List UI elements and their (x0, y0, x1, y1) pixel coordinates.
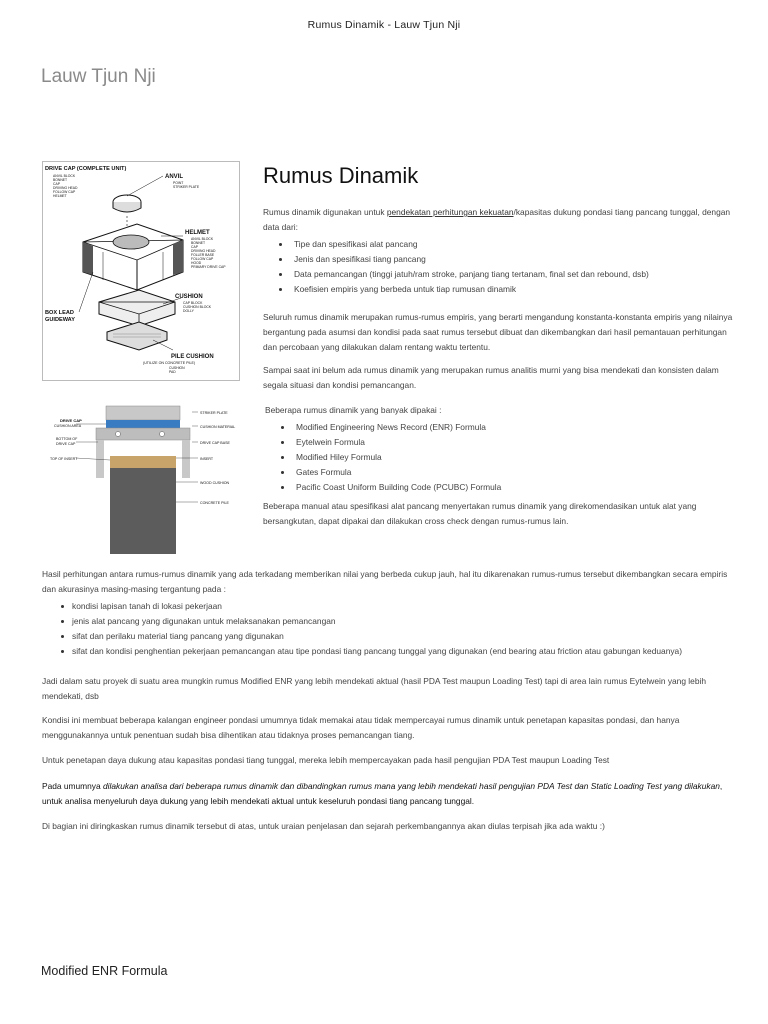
list-item: Eytelwein Formula (265, 435, 735, 450)
fig1-helmet-part: BONNET (191, 241, 206, 245)
article-title: Rumus Dinamik (263, 163, 419, 188)
accuracy-section (42, 567, 732, 659)
fig1-drive-cap-label: DRIVE CAP (COMPLETE UNIT) (45, 166, 127, 172)
list-item: Pacific Coast Uniform Building Code (PCUBC) Formula (265, 480, 735, 495)
fig1-helmet-part: ANVIL BLOCK (191, 237, 214, 241)
accuracy-list (42, 599, 732, 659)
fig1-helmet-part: FOLLOW CAP (191, 257, 214, 261)
list-item: Data pemancangan (tinggi jatuh/ram stroke, panjang tiang tertanam, final set dan rebound, dsb) (263, 267, 733, 282)
list-item: sifat dan kondisi penghentian pekerjaan pemancangan atau tipe pondasi tiang pancang tunggal yang digunakan (end bearing atau friction atau gabungan keduanya) (42, 644, 732, 659)
analysis-emphasis: dilakukan analisa dari beberapa rumus dinamik dan dibandingkan rumus mana yang lebih mendekati hasil pengujian PDA Test dan Static Loading Test yang dilakukan (103, 781, 720, 791)
fig1-helmet-part: CAP (191, 245, 198, 249)
intro-text: Rumus dinamik digunakan untuk (263, 207, 387, 217)
analysis-text: Pada umumnya (42, 781, 103, 791)
drive-cap-assembly-figure (42, 161, 240, 381)
fig2-bottom-of-label: BOTTOM OF (56, 437, 78, 441)
fig1-box-lead-label: BOX LEAD (45, 310, 74, 316)
list-item: Tipe dan spesifikasi alat pancang (263, 237, 733, 252)
fig1-helmet-part: DRIVING HEAD (191, 249, 216, 253)
paragraph-empirical: Seluruh rumus dinamik merupakan rumus-rumus empiris, yang berarti mengandung konstanta-konstanta empiris yang nilainya bergantung pada asumsi dan kondisi pada saat rumus tersebut dibuat dan dikembangkan dari hasil pemantauan perhitungan dan percobaan yang dilakukan dalam rentang waktu tertentu. (263, 312, 733, 352)
list-item: sifat dan perilaku material tiang pancang yang digunakan (42, 629, 732, 644)
paragraph-engineers: Kondisi ini membuat beberapa kalangan engineer pondasi umumnya tidak memakai atau tidak mempercayai rumus dinamik untuk penetapan kapasitas pondasi, dan hanya menggunakannya untuk penentuan sudah bisa dihentikan atau tidaknya proses pemancangan tiang. (42, 715, 680, 740)
fig2-drive-cap2-label: DRIVE CAP (56, 442, 76, 446)
accuracy-lead: Hasil perhitungan antara rumus-rumus dinamik yang ada terkadang memberikan nilai yang berbeda cukup jauh, hal itu dikarenakan rumus-rumus tersebut dikembangkan secara empiris dan akurasinya masing-masing tergantung pada : (42, 569, 728, 594)
intro-paragraph (263, 205, 733, 235)
fig1-cushion-part: CUSHION BLOCK (183, 305, 212, 309)
list-item: Modified Engineering News Record (ENR) Formula (265, 420, 735, 435)
fig1-anvil-part: POINT (173, 181, 184, 185)
fig1-drive-cap-part: ANVIL BLOCK (53, 174, 76, 178)
fig1-helmet-part: HOOD (191, 261, 202, 265)
paragraph-no-analytic: Sampai saat ini belum ada rumus dinamik yang merupakan rumus analitis murni yang bisa mendekati dan konsisten dalam segala situasi dan kondisi pemancangan. (263, 365, 719, 390)
section-heading: Modified ENR Formula (41, 964, 168, 978)
fig1-cushion-label: CUSHION (175, 294, 203, 300)
fig1-pile-cushion-note: (UTILIZE ON CONCRETE PILE) (143, 361, 196, 365)
fig1-cushion-part: CAP BLOCK (183, 301, 203, 305)
fig2-cushion-area-label: CUSHION AREA (54, 424, 82, 428)
window-title: Rumus Dinamik - Lauw Tjun Nji (307, 19, 461, 31)
fig1-drive-cap-part: HELMET (53, 194, 67, 198)
paragraph-capacity: Untuk penetapan daya dukung atau kapasitas pondasi tiang tunggal, mereka lebih mempercayakan pada hasil pengujian PDA Test maupun Loading Test (42, 755, 610, 765)
fig1-anvil-label: ANVIL (165, 174, 183, 180)
fig2-insert-label: INSERT (200, 457, 214, 461)
list-item: jenis alat pancang yang digunakan untuk melaksanakan pemancangan (42, 614, 732, 629)
fig1-pile-cushion-label: PILE CUSHION (171, 354, 214, 360)
list-item: Modified Hiley Formula (265, 450, 735, 465)
list-item: Koefisien empiris yang berbeda untuk tiap rumusan dinamik (263, 282, 733, 297)
formula-list-section (265, 403, 735, 495)
intro-list (263, 237, 733, 297)
fig1-drive-cap-part: DRIVING HEAD (53, 186, 78, 190)
intro-text-tail: /kapasitas dukung pondasi tiang pancang tunggal, dengan data dari: (263, 207, 731, 232)
site-name-link[interactable]: Lauw Tjun Nji (41, 66, 156, 87)
fig2-top-of-insert-label: TOP OF INSERT (50, 457, 78, 461)
fig2-wood-cushion-label: WOOD CUSHION (200, 481, 230, 485)
fig1-guideway-label: GUIDEWAY (45, 317, 75, 323)
fig2-drive-cap-base-label: DRIVE CAP BASE (200, 441, 230, 445)
fig2-striker-plate-label: STRIKER PLATE (200, 411, 228, 415)
fig1-helmet-label: HELMET (185, 230, 210, 236)
paragraph-project-area: Jadi dalam satu proyek di suatu area mungkin rumus Modified ENR yang lebih mendekati aktual (hasil PDA Test maupun Loading Test) tapi di area lain rumus Eytelwein yang lebih mendekati, dsb (42, 676, 707, 701)
fig1-pile-cushion-part: PAD (169, 370, 176, 374)
fig2-cushion-material-label: CUSHION MATERIAL (200, 425, 236, 429)
list-item: Jenis dan spesifikasi tiang pancang (263, 252, 733, 267)
fig1-cushion-part: DOLLY (183, 309, 194, 313)
fig1-drive-cap-part: FOLLOW CAP (53, 190, 76, 194)
fig1-anvil-part: STRIKER PLATE (173, 185, 200, 189)
fig2-concrete-pile-label: CONCRETE PILE (200, 501, 229, 505)
formula-list-lead: Beberapa rumus dinamik yang banyak dipakai : (265, 405, 442, 415)
formula-list (265, 420, 735, 495)
fig1-helmet-part: FOLLER BASE (191, 253, 215, 257)
list-item: Gates Formula (265, 465, 735, 480)
list-item: kondisi lapisan tanah di lokasi pekerjaan (42, 599, 732, 614)
analysis-text-tail: , untuk analisa menyeluruh daya dukung yang lebih mendekati aktual untuk keseluruh pondasi tiang pancang tunggal. (42, 781, 723, 806)
paragraph-summary: Di bagian ini diringkaskan rumus dinamik tersebut di atas, untuk uraian penjelasan dan sejarah perkembangannya akan diulas terpisah jika ada waktu :) (42, 821, 605, 831)
paragraph-analysis (42, 779, 732, 809)
fig1-helmet-part: PRIMARY DRIVE CAP (191, 265, 226, 269)
paragraph-manual: Beberapa manual atau spesifikasi alat pancang menyertakan rumus dinamik yang direkomendasikan untuk alat yang bersangkutan, dapat dipakai dan dilakukan cross check dengan rumus-rumus lain. (263, 501, 697, 526)
drive-cap-section-figure (42, 398, 240, 556)
intro-link[interactable]: pendekatan perhitungan kekuatan (386, 207, 514, 217)
fig1-drive-cap-part: BONNET (53, 178, 68, 182)
intro-section (263, 205, 733, 297)
fig2-drive-cap-label: DRIVE CAP (60, 418, 82, 423)
fig1-drive-cap-part: CAP (53, 182, 60, 186)
fig1-pile-cushion-part: CUSHION (169, 366, 185, 370)
